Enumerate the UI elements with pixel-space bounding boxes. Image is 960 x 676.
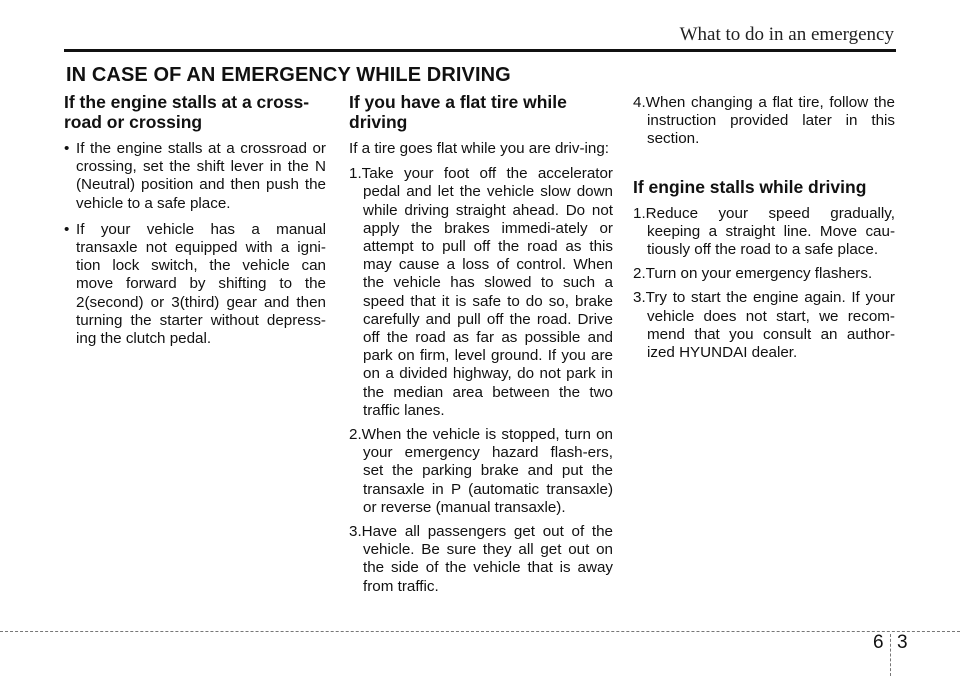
section-title: IN CASE OF AN EMERGENCY WHILE DRIVING <box>66 64 511 86</box>
page-number-divider <box>890 634 891 676</box>
heading-line-1: If you have a flat tire while <box>349 92 567 112</box>
heading-engine-stalls-driving: If engine stalls while driving <box>633 176 867 197</box>
flat-tire-intro: If a tire goes flat while you are driv-ing: <box>349 140 609 157</box>
flat-tire-steps-continued <box>633 94 895 149</box>
header-rule <box>64 49 896 52</box>
heading-line-2: driving <box>349 112 408 132</box>
heading-engine-stalls-crossroad <box>64 92 326 132</box>
bullet-item: • If your vehicle has a manual transaxle not equipped with a igni-tion lock switch, the vehicle can move forward by shifting to the 2(second) or 3(third) gear and then turning the starter without depress-ing the clutch pedal. <box>64 221 326 348</box>
page-number: 3 <box>897 632 908 653</box>
step-item: 2.Turn on your emergency flashers. <box>633 265 873 283</box>
step-item: 1.Take your foot off the accelerator pedal and let the vehicle slow down while driving straight ahead. Do not apply the brakes immedi-ately or attempt to pull off the road as this may cause a loss of control. When the vehicle has slowed to such a speed that it is safe to do so, brake carefully and pull off the road. Drive off the road as far as possible and park on firm, level ground. If you are on a divided highway, do not park in the median area between the two traffic lanes. <box>349 165 613 419</box>
column-2 <box>349 92 613 602</box>
footer-rule <box>0 631 960 632</box>
step-item: 1.Reduce your speed gradually, keeping a straight line. Move cau-tiously off the road to a safe place. <box>633 204 895 259</box>
flat-tire-steps <box>349 165 613 596</box>
column-1 <box>64 92 326 356</box>
step-item: 3.Try to start the engine again. If your vehicle does not start, we recom-mend that you consult an author-ized HYUNDAI dealer. <box>633 289 895 362</box>
step-item: 2.When the vehicle is stopped, turn on your emergency hazard flash-ers, set the parking brake and put the transaxle in P (automatic transaxle) or reverse (manual transaxle). <box>349 426 613 516</box>
chapter-number: 6 <box>873 632 884 653</box>
step-item: 4.When changing a flat tire, follow the instruction provided later in this section. <box>633 94 895 148</box>
engine-stall-steps <box>633 205 895 363</box>
step-item: 3.Have all passengers get out of the vehicle. Be sure they all get out on the side of the vehicle that is away from traffic. <box>349 523 613 595</box>
heading-line-1: If the engine stalls at a cross- <box>64 92 310 112</box>
heading-line-2: road or crossing <box>64 112 203 132</box>
running-header: What to do in an emergency <box>679 24 894 45</box>
column-3 <box>633 94 895 368</box>
heading-flat-tire <box>349 92 613 132</box>
bullet-item: • If the engine stalls at a crossroad or crossing, set the shift lever in the N (Neutral) position and then push the vehicle to a safe place. <box>64 140 326 213</box>
crossroad-bullet-list <box>64 140 326 348</box>
